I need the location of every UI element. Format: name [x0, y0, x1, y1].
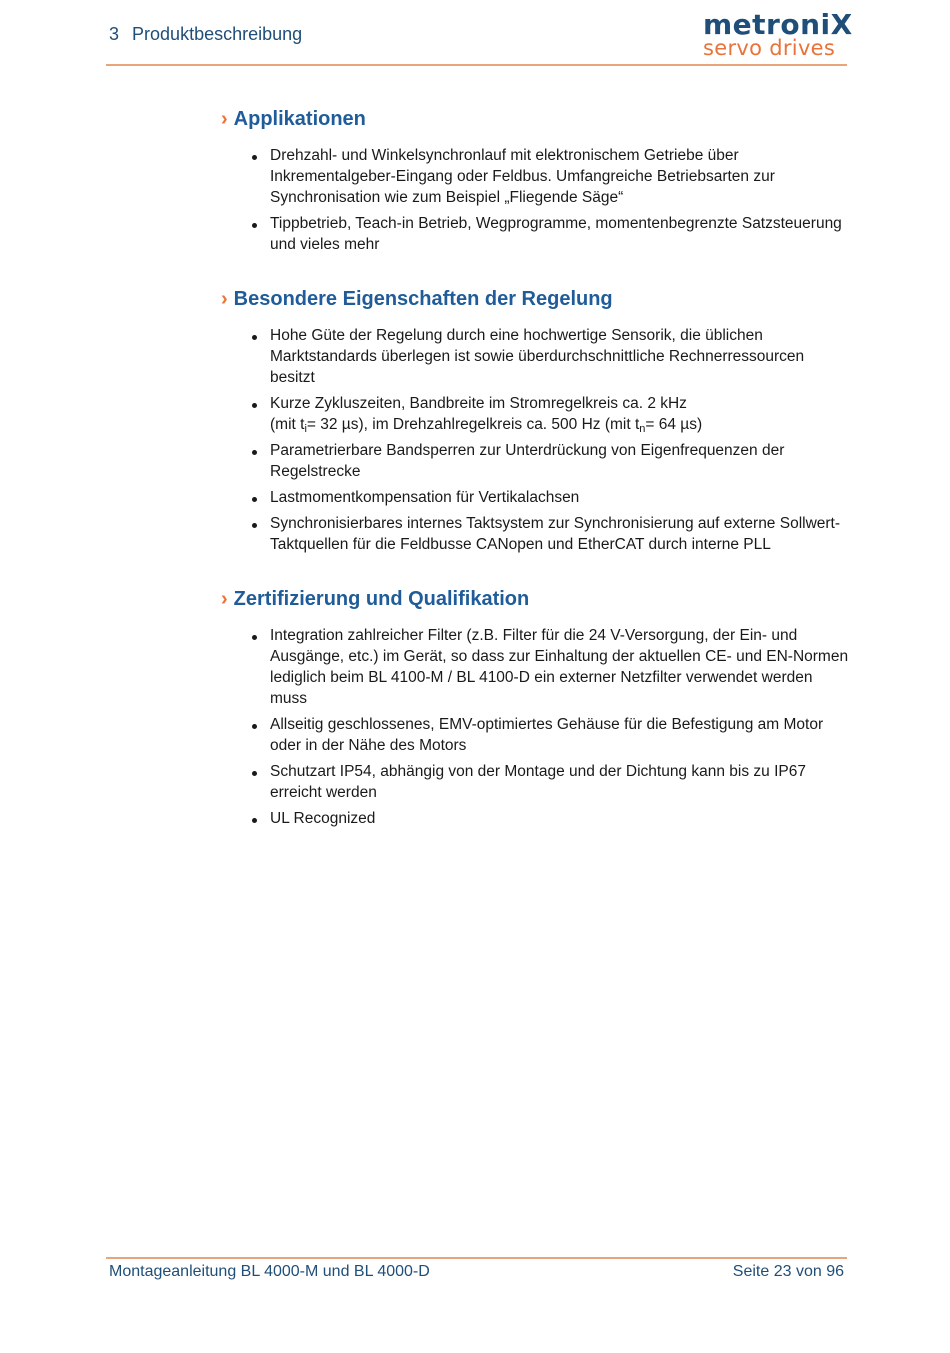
bullet-icon — [252, 223, 257, 228]
list-item: Allseitig geschlossenes, EMV-optimiertes Gehäuse für die Befestigung am Motor oder in der Nähe des Motors — [221, 714, 851, 756]
page-number: Seite 23 von 96 — [732, 1263, 844, 1280]
section-zertifizierung — [221, 588, 851, 834]
header-divider — [106, 64, 847, 66]
list-item: Kurze Zykluszeiten, Bandbreite im Stromregelkreis ca. 2 kHz (mit $t_i= 32$ µs), im Drehzahlregelkreis ca. 500 Hz (mit $t_n= 64$ µs) — [221, 393, 851, 435]
section-applikationen — [221, 108, 851, 260]
bullet-icon — [252, 724, 257, 729]
footer-divider — [106, 1257, 847, 1259]
logo-wordmark: metroniX — [703, 8, 853, 41]
bullet-icon — [252, 155, 257, 160]
metronix-logo — [700, 6, 853, 60]
list-item: Tippbetrieb, Teach-in Betrieb, Wegprogramme, momentenbegrenzte Satzsteuerung und vieles mehr — [221, 213, 851, 255]
section-title: › Zertifizierung und Qualifikation — [221, 588, 530, 610]
logo-tagline: servo drives — [703, 36, 836, 60]
chapter-heading — [109, 24, 302, 45]
bullet-icon — [252, 335, 257, 340]
bullet-icon — [252, 450, 257, 455]
bullet-list — [221, 625, 851, 829]
chevron-right-icon: › — [221, 108, 228, 130]
bullet-list — [221, 325, 851, 555]
list-item: Lastmomentkompensation für Vertikalachsen — [221, 487, 851, 508]
section-regelung — [221, 288, 851, 560]
list-item: Schutzart IP54, abhängig von der Montage und der Dichtung kann bis zu IP67 erreicht werden — [221, 761, 851, 803]
chevron-right-icon: › — [221, 588, 228, 610]
chapter-title: Produktbeschreibung — [132, 24, 303, 44]
list-item: Integration zahlreicher Filter (z.B. Filter für die 24 V-Versorgung, der Ein- und Ausgänge, etc.) im Gerät, so dass zur Einhaltung der aktuellen CE- und EN-Normen lediglich beim BL 4100-M / BL 4100-D ein externer Netzfilter verwendet werden muss — [221, 625, 851, 709]
bullet-icon — [252, 403, 257, 408]
document-title: Montageanleitung BL 4000-M und BL 4000-D — [109, 1263, 430, 1280]
bullet-icon — [252, 497, 257, 502]
bullet-icon — [252, 818, 257, 823]
bullet-icon — [252, 771, 257, 776]
list-item: Drehzahl- und Winkelsynchronlauf mit elektronischem Getriebe über Inkrementalgeber-Eingang oder Feldbus. Umfangreiche Betriebsarten zur Synchronisation wie zum Beispiel „Fliegende Säge“ — [221, 145, 851, 208]
section-title: › Besondere Eigenschaften der Regelung — [221, 288, 613, 310]
chapter-number: 3 — [109, 24, 120, 44]
list-item: UL Recognized — [221, 808, 851, 829]
bullet-icon — [252, 523, 257, 528]
bullet-icon — [252, 635, 257, 640]
chevron-right-icon: › — [221, 288, 228, 310]
bullet-list — [221, 145, 851, 255]
list-item: Hohe Güte der Regelung durch eine hochwertige Sensorik, die üblichen Marktstandards überlegen ist sowie überdurchschnittliche Rechnerressourcen besitzt — [221, 325, 851, 388]
list-item: Synchronisierbares internes Taktsystem zur Synchronisierung auf externe Sollwert-Taktquellen für die Feldbusse CANopen und EtherCAT durch interne PLL — [221, 513, 851, 555]
list-item: Parametrierbare Bandsperren zur Unterdrückung von Eigenfrequenzen der Regelstrecke — [221, 440, 851, 482]
section-title: › Applikationen — [221, 108, 366, 130]
